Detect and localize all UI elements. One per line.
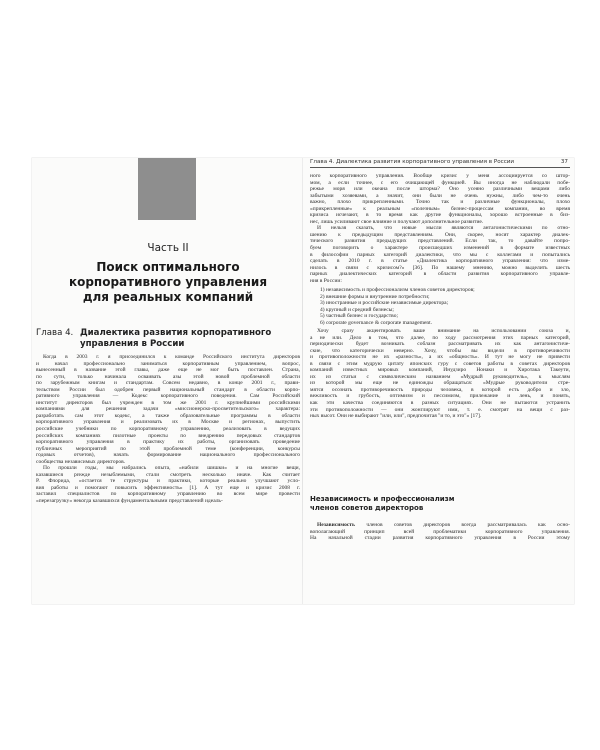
list-item: 6) corporate governance & corporate management.	[320, 319, 433, 326]
body-line: парных диалектических категорий в области развития корпоративного управле-	[310, 271, 570, 278]
book-gutter	[302, 158, 303, 604]
body-line: Р. Флорида, «остается те структуры и практики, которые реально улучшают усло-	[36, 478, 300, 485]
part-title-line: для реальных компаний	[82, 290, 254, 304]
body-line: публичных мероприятий по этой проблемной теме (конференции, конкурсы	[36, 445, 300, 452]
part-title	[36, 260, 300, 305]
body-line: их из статьи с символическим названием «Мудрый руководитель», к мыслям	[310, 373, 570, 380]
body-line	[310, 522, 570, 529]
body-line: годовых отчетов), начать формирование национального профессионального	[36, 452, 300, 459]
body-line: ские, что категорически неверно. Хочу, чтобы вы видели в противоречивости	[310, 347, 570, 354]
body-line: сделать в 2010 г. в статье «Диалектика корпоративного управления: что изме-	[310, 258, 570, 265]
section-title-line: Независимость и профессионализм	[310, 495, 455, 503]
body-line: ния в России:	[310, 277, 342, 284]
body-line: компаниями для решения задачи «миссионерско-просветительского» характера:	[36, 406, 300, 413]
body-line: из которой мы еще не единожды обращаться: «Мудрые руководители стре-	[310, 380, 570, 387]
body-line: По прошли годы, мы набрались опыта, «набили шишки» и на многие вещи,	[43, 465, 300, 472]
page-number: 37	[560, 159, 568, 165]
list-item: 4) крупный и средний бизнесы;	[320, 306, 394, 313]
body-line: по зарубежным книгам и стандартам. Совсем недавно, в конце 2001 г., прави-	[36, 380, 300, 387]
body-line: вия работы и помогают повысить эффективность» [1]. А тут еще и кризис 2008 г.	[36, 484, 300, 491]
body-line-rest: членов советов директоров всегда рассматривалась как осно-	[354, 522, 570, 528]
body-line: На начальной стадии развития корпоративного управления в России этому	[310, 535, 570, 542]
body-line: в связи с этим мудрую цитату японских гуру с советов работы в советах директоров	[310, 360, 570, 367]
right-body-text-2	[310, 328, 570, 420]
body-line: забытыми хозяевами, а значит, они были не очень нужны, либо чем-то очень	[310, 192, 570, 199]
body-line: мом, а если точнее, с его очищающей функцией. Вы иногда не наблюдали побе-	[310, 179, 570, 186]
running-head	[310, 158, 570, 168]
body-line: «перезагрузку» некогда казавшихся фундаментальными представлений идеаль-	[36, 498, 223, 505]
body-line: корпоративного управления и реализовать их в Москве и регионах, выпустить	[36, 419, 300, 426]
body-line: эти противоположности — они жонглируют ими, т. е. смотрят на вещи с раз-	[310, 406, 570, 413]
list-item: 1) независимость и профессионализм членов советов директоров;	[320, 287, 475, 293]
body-line: вополагающий принцип всей проблематики корпоративного управления.	[310, 528, 570, 535]
body-line: казавшиеся prежде незыблемыми, стали смотреть несколько иначе. Как считает	[36, 471, 300, 478]
body-line: и начал профессионально заниматься корпоративным управлением, вопрос,	[36, 360, 300, 367]
chapter-title-line: управления в России	[80, 339, 185, 349]
body-line: ных высот. Они не выбирают "или, или", предпочитая "и то, и это"» [17].	[310, 413, 482, 420]
chapter-title	[80, 328, 280, 350]
body-line: И нельзя сказать, что новые мысли являются антагонистическими по отно-	[317, 225, 570, 232]
body-line: компаний известных мировых компаний, Инудзиро Нонаки и Хиротака Такеути,	[310, 367, 570, 374]
body-line: тельством России был одобрен первый национальный стандарт в области корпо-	[36, 386, 300, 393]
right-body-text-1	[310, 173, 570, 284]
body-line: сообщества независимых директоров.	[36, 458, 126, 465]
body-line: заставил специалистов по корпоративному управлению во всем мире провести	[36, 491, 300, 498]
right-body-text-3	[310, 522, 570, 542]
body-line: разработать сам этот кодекс, а также образовательные программы в области	[36, 412, 300, 419]
body-line: мятся осознать противоречивость природы человека, в которой есть добро и зло,	[310, 386, 570, 393]
body-line: и противоположности не их «разность», а их «общность». И тут не могу не привести	[310, 354, 570, 361]
bold-lead-word: Независимость	[317, 522, 355, 528]
section-title	[310, 495, 570, 513]
body-line: институт директоров был учрежден в том же 2001 г. крупнейшими российскими	[36, 399, 300, 406]
body-line: российских компаниях пилотные проекты по внедрению передовых стандартов	[36, 432, 300, 439]
section-title-line: членов советов директоров	[310, 504, 424, 512]
left-body-text	[36, 354, 300, 505]
body-line: ного корпоративного управления. Вообще кризис у меня ассоциируется со штор-	[310, 173, 570, 179]
body-line: ративного управления — Кодекс корпоративного поведения. Сам Российский	[36, 393, 300, 400]
body-line: Хочу сразу акцентировать ваше внимание на использовании союза и,	[317, 328, 570, 334]
body-line: тического развития предыдущих представлений. Если так, то давайте попро-	[310, 238, 570, 245]
right-list	[310, 287, 570, 326]
chapter-title-line: Диалектика развития корпоративного	[80, 328, 272, 338]
body-line: важно, плохо прикрепленными. Точно так и различные функционалы, плохо	[310, 199, 570, 206]
list-item: 5) частный бизнес и государство;	[320, 313, 398, 320]
body-line: нилось в связи с кризисом?» [36]. По нашему мнению, можно выделить шесть	[310, 264, 570, 271]
list-item: 3) иностранные и российские независимые директора;	[320, 300, 449, 307]
body-line: периодически будет возникать соблазн рассматривать их как антагонистиче-	[310, 341, 570, 348]
body-line: российские учебники по корпоративному управлению, реализовать в ведущих	[36, 426, 300, 433]
running-head-text: Глава 4. Диалектика развития корпоративного управления в России	[310, 159, 515, 165]
body-line: режье моря или океана после шторма? Оно усеяно различными вещами либо	[310, 186, 570, 193]
list-item: 2) внешние формы и внутренние потребности;	[320, 293, 430, 300]
part-title-line: Поиск оптимального	[96, 260, 240, 274]
part-decorative-box	[138, 158, 196, 220]
body-line: «прикрепленные» к реальным «полезным» бизнес-процессам компании, во время	[310, 205, 570, 212]
body-line: шению к предыдущим представлениям. Они, скорее, носят характер диалек-	[310, 231, 570, 238]
body-line: в философии парных категорий диалектики, что мы с коллегами и попытались	[310, 251, 570, 258]
body-line: как эти качества соединяются в разных ситуациях. Они не пытаются устранить	[310, 400, 570, 407]
body-line: по сути, только начинала осваивать азы этой новой проблемной области	[36, 373, 300, 380]
body-line: буем поговорить о характере происшедших изменений в формате известных	[310, 245, 570, 252]
body-line: нес, лишь усиливают свое влияние и получают дополнительное развитие.	[310, 218, 484, 225]
body-line: корпоративного управления в практику их работы, организовать проведение	[36, 439, 300, 446]
body-line: Когда в 2003 г. я присоединился к команде Российского института директоров	[43, 354, 300, 360]
part-title-line: корпоративного управления	[68, 275, 268, 289]
part-label: Часть II	[147, 242, 189, 254]
book-spread	[32, 158, 574, 604]
chapter-number: Глава 4.	[36, 328, 74, 338]
body-line: вежливость и грубость, оптимизм и пессимизм, прилежание и лень, и понять,	[310, 393, 570, 400]
body-line: а не или. Дело в том, что далее, по ходу рассмотрения этих парных категорий,	[310, 334, 570, 341]
body-line: кризиса исчезают, в то время как другие функционалы, хорошо встроенные в биз-	[310, 212, 570, 219]
body-line: вынесенный в название этой главы, даже еще не мог быть поставлен. Страна,	[36, 367, 300, 374]
